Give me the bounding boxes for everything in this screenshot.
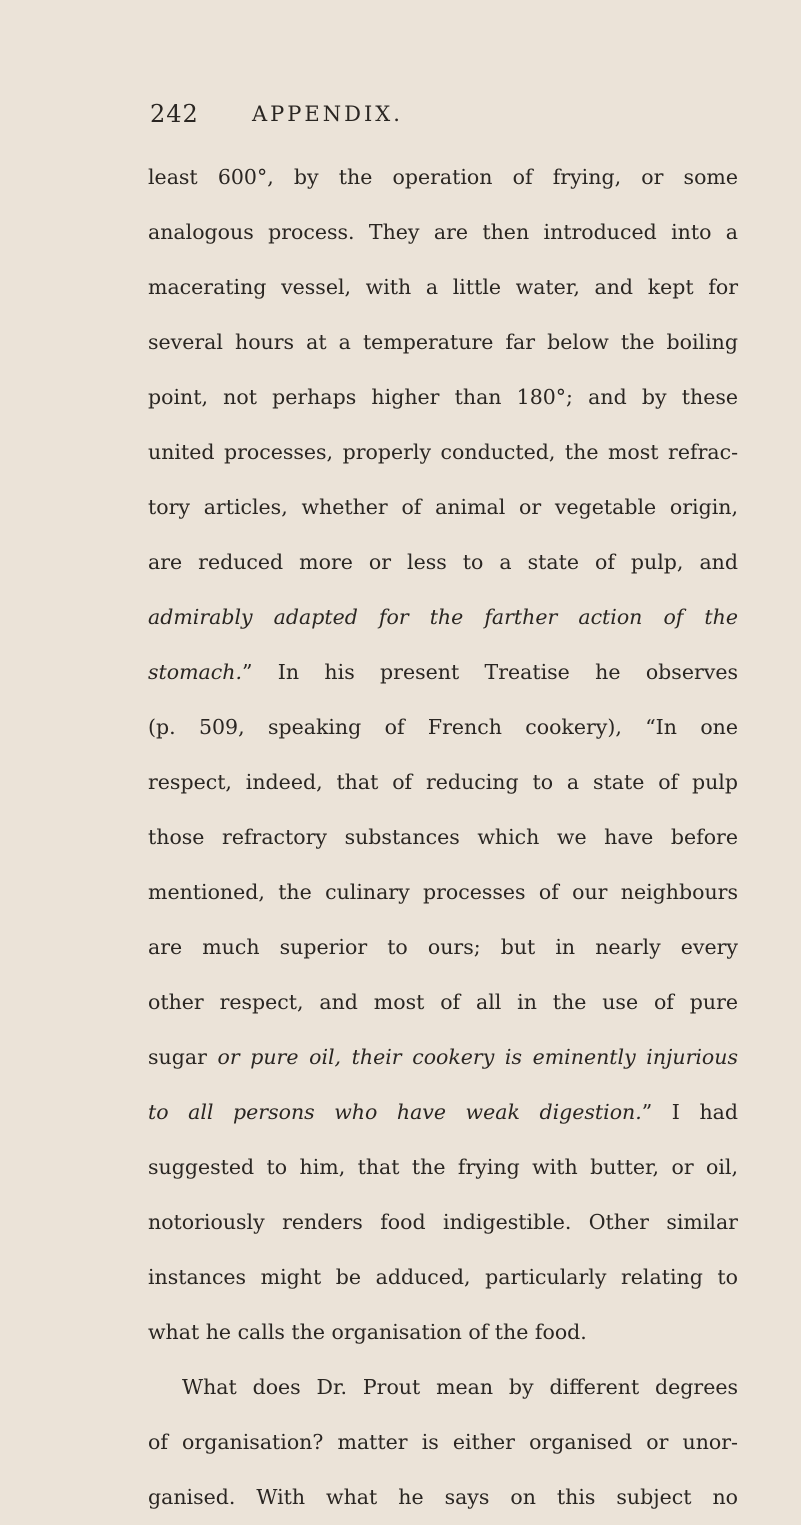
text-line: sugar or pure oil, their cookery is eminently injurious: [148, 1045, 738, 1069]
running-head-title: APPENDIX.: [252, 102, 403, 126]
text-line: tory articles, whether of animal or vegetable origin,: [148, 495, 738, 519]
text-line: of organisation? matter is either organised or unor-: [148, 1430, 738, 1454]
text-line: ganised. With what he says on this subject no: [148, 1485, 738, 1509]
running-head: [150, 96, 750, 132]
text-line: mentioned, the culinary processes of our neighbours: [148, 880, 738, 904]
text-line: other respect, and most of all in the use of pure: [148, 990, 738, 1014]
text-line: suggested to him, that the frying with butter, or oil,: [148, 1155, 738, 1179]
text-line: notoriously renders food indigestible. Other similar: [148, 1210, 738, 1234]
text-line: stomach.” In his present Treatise he observes: [148, 660, 738, 684]
text-line: point, not perhaps higher than 180°; and by these: [148, 385, 738, 409]
text-line: macerating vessel, with a little water, and kept for: [148, 275, 738, 299]
text-line: analogous process. They are then introduced into a: [148, 220, 738, 244]
text-line: respect, indeed, that of reducing to a state of pulp: [148, 770, 738, 794]
text-line: admirably adapted for the farther action of the: [148, 605, 738, 629]
text-line: least 600°, by the operation of frying, or some: [148, 165, 738, 189]
text-line: what he calls the organisation of the food.: [148, 1320, 587, 1344]
text-line: to all persons who have weak digestion.” I had: [148, 1100, 738, 1124]
text-line: several hours at a temperature far below the boiling: [148, 330, 738, 354]
text-line: What does Dr. Prout mean by different degrees: [182, 1375, 738, 1399]
page-number: 242: [150, 100, 199, 128]
text-line: (p. 509, speaking of French cookery), “In one: [148, 715, 738, 739]
text-line: are reduced more or less to a state of pulp, and: [148, 550, 738, 574]
text-line: those refractory substances which we have before: [148, 825, 738, 849]
text-line: are much superior to ours; but in nearly every: [148, 935, 738, 959]
body-text: [148, 150, 738, 1525]
text-line: united processes, properly conducted, the most refrac-: [148, 440, 738, 464]
text-line: instances might be adduced, particularly relating to: [148, 1265, 738, 1289]
